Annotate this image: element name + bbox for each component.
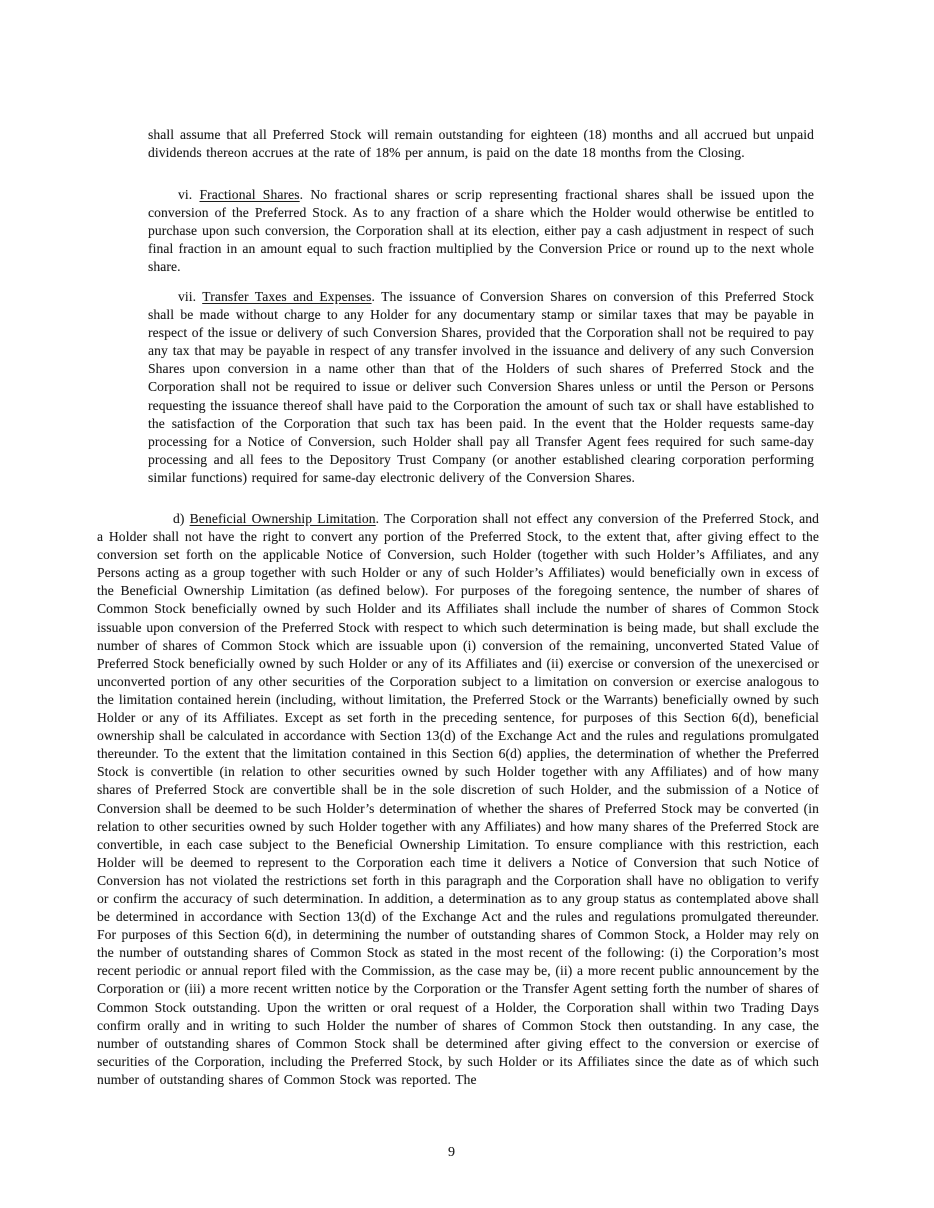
- item-label-vi: vi.: [178, 187, 200, 202]
- paragraph-d-beneficial-ownership: [97, 510, 819, 1089]
- paragraph-text: shall assume that all Preferred Stock will remain outstanding for eighteen (18) months and all accrued but unpaid dividends thereon accrues at the rate of 18% per annum, is paid on the date 18 months from the Closing.: [148, 127, 814, 161]
- item-body: . No fractional shares or scrip representing fractional shares shall be issued upon the conversion of the Preferred Stock. As to any fraction of a share which the Holder would otherwise be entitled to purchase upon such conversion, the Corporation shall at its election, either pay a cash adjustment in respect of such final fraction in an amount equal to such fraction multiplied by the Conversion Price or round up to the next whole share.: [148, 187, 814, 275]
- item-heading-beneficial-ownership: Beneficial Ownership Limitation: [189, 511, 376, 526]
- paragraph-vii-transfer-taxes: [148, 288, 814, 487]
- item-heading-transfer-taxes: Transfer Taxes and Expenses: [202, 289, 372, 304]
- page-number: 9: [448, 1145, 455, 1160]
- paragraph-vi-fractional-shares: [148, 186, 814, 276]
- item-body: . The issuance of Conversion Shares on conversion of this Preferred Stock shall be made without charge to any Holder for any documentary stamp or similar taxes that may be payable in respect of the issue or delivery of such Conversion Shares, provided that the Corporation shall not be required to pay any tax that may be payable in respect of any transfer involved in the issuance and delivery of any such Conversion Shares upon conversion in a name other than that of the Holders of such shares of Preferred Stock and the Corporation shall not be required to issue or deliver such Conversion Shares unless or until the Person or Persons requesting the issuance thereof shall have paid to the Corporation the amount of such tax or shall have established to the satisfaction of the Corporation that such tax has been paid. In the event that the Holder requests same-day processing for a Notice of Conversion, such Holder shall pay all Transfer Agent fees required for such same-day processing and all fees to the Depository Trust Company (or another established clearing corporation performing similar functions) required for same-day electronic delivery of the Conversion Shares.: [148, 289, 815, 485]
- item-label-vii: vii.: [178, 289, 203, 304]
- item-label-d: d): [173, 511, 190, 526]
- paragraph-continuation: [148, 126, 814, 162]
- item-body: . The Corporation shall not effect any conversion of the Preferred Stock, and a Holder shall not have the right to convert any portion of the Preferred Stock, to the extent that, after giving effect to the conversion set forth on the applicable Notice of Conversion, such Holder (together with such Holder’s Affiliates, and any Persons acting as a group together with such Holder or any of such Holder’s Affiliates) would beneficially own in excess of the Beneficial Ownership Limitation (as defined below). For purposes of the foregoing sentence, the number of shares of Common Stock beneficially owned by such Holder and its Affiliates shall include the number of shares of Common Stock issuable upon conversion of the Preferred Stock with respect to which such determination is being made, but shall exclude the number of shares of Common Stock which are issuable upon (i) conversion of the remaining, unconverted Stated Value of Preferred Stock beneficially owned by such Holder or any of its Affiliates and (ii) exercise or conversion of the unexercised or unconverted portion of any other securities of the Corporation subject to a limitation on conversion or exercise analogous to the limitation contained herein (including, without limitation, the Preferred Stock or the Warrants) beneficially owned by such Holder or any of its Affiliates. Except as set forth in the preceding sentence, for purposes of this Section 6(d), beneficial ownership shall be calculated in accordance with Section 13(d) of the Exchange Act and the rules and regulations promulgated thereunder. To the extent that the limitation contained in this Section 6(d) applies, the determination of whether the Preferred Stock is convertible (in relation to other securities owned by such Holder together with any Affiliates) and of how many shares of Preferred Stock are convertible shall be in the sole discretion of such Holder, and the submission of a Notice of Conversion shall be deemed to be such Holder’s determination of whether the shares of Preferred Stock may be converted (in relation to other securities owned by such Holder together with any Affiliates) and how many shares of the Preferred Stock are convertible, in each case subject to the Beneficial Ownership Limitation. To ensure compliance with this restriction, each Holder will be deemed to represent to the Corporation each time it delivers a Notice of Conversion that such Notice of Conversion has not violated the restrictions set forth in this paragraph and the Corporation shall have no obligation to verify or confirm the accuracy of such determination. In addition, a determination as to any group status as contemplated above shall be determined in accordance with Section 13(d) of the Exchange Act and the rules and regulations promulgated thereunder. For purposes of this Section 6(d), in determining the number of outstanding shares of Common Stock, a Holder may rely on the number of outstanding shares of Common Stock as stated in the most recent of the following: (i) the Corporation’s most recent periodic or annual report filed with the Commission, as the case may be, (ii) a more recent public announcement by the Corporation or (iii) a more recent written notice by the Corporation or the Transfer Agent setting forth the number of shares of Common Stock outstanding. Upon the written or oral request of a Holder, the Corporation shall within two Trading Days confirm orally and in writing to such Holder the number of shares of Common Stock then outstanding. In any case, the number of outstanding shares of Common Stock shall be determined after giving effect to the conversion or exercise of securities of the Corporation, including the Preferred Stock, by such Holder or its Affiliates since the date as of which such number of outstanding shares of Common Stock was reported. The: [97, 511, 819, 1087]
- item-heading-fractional-shares: Fractional Shares: [199, 187, 300, 202]
